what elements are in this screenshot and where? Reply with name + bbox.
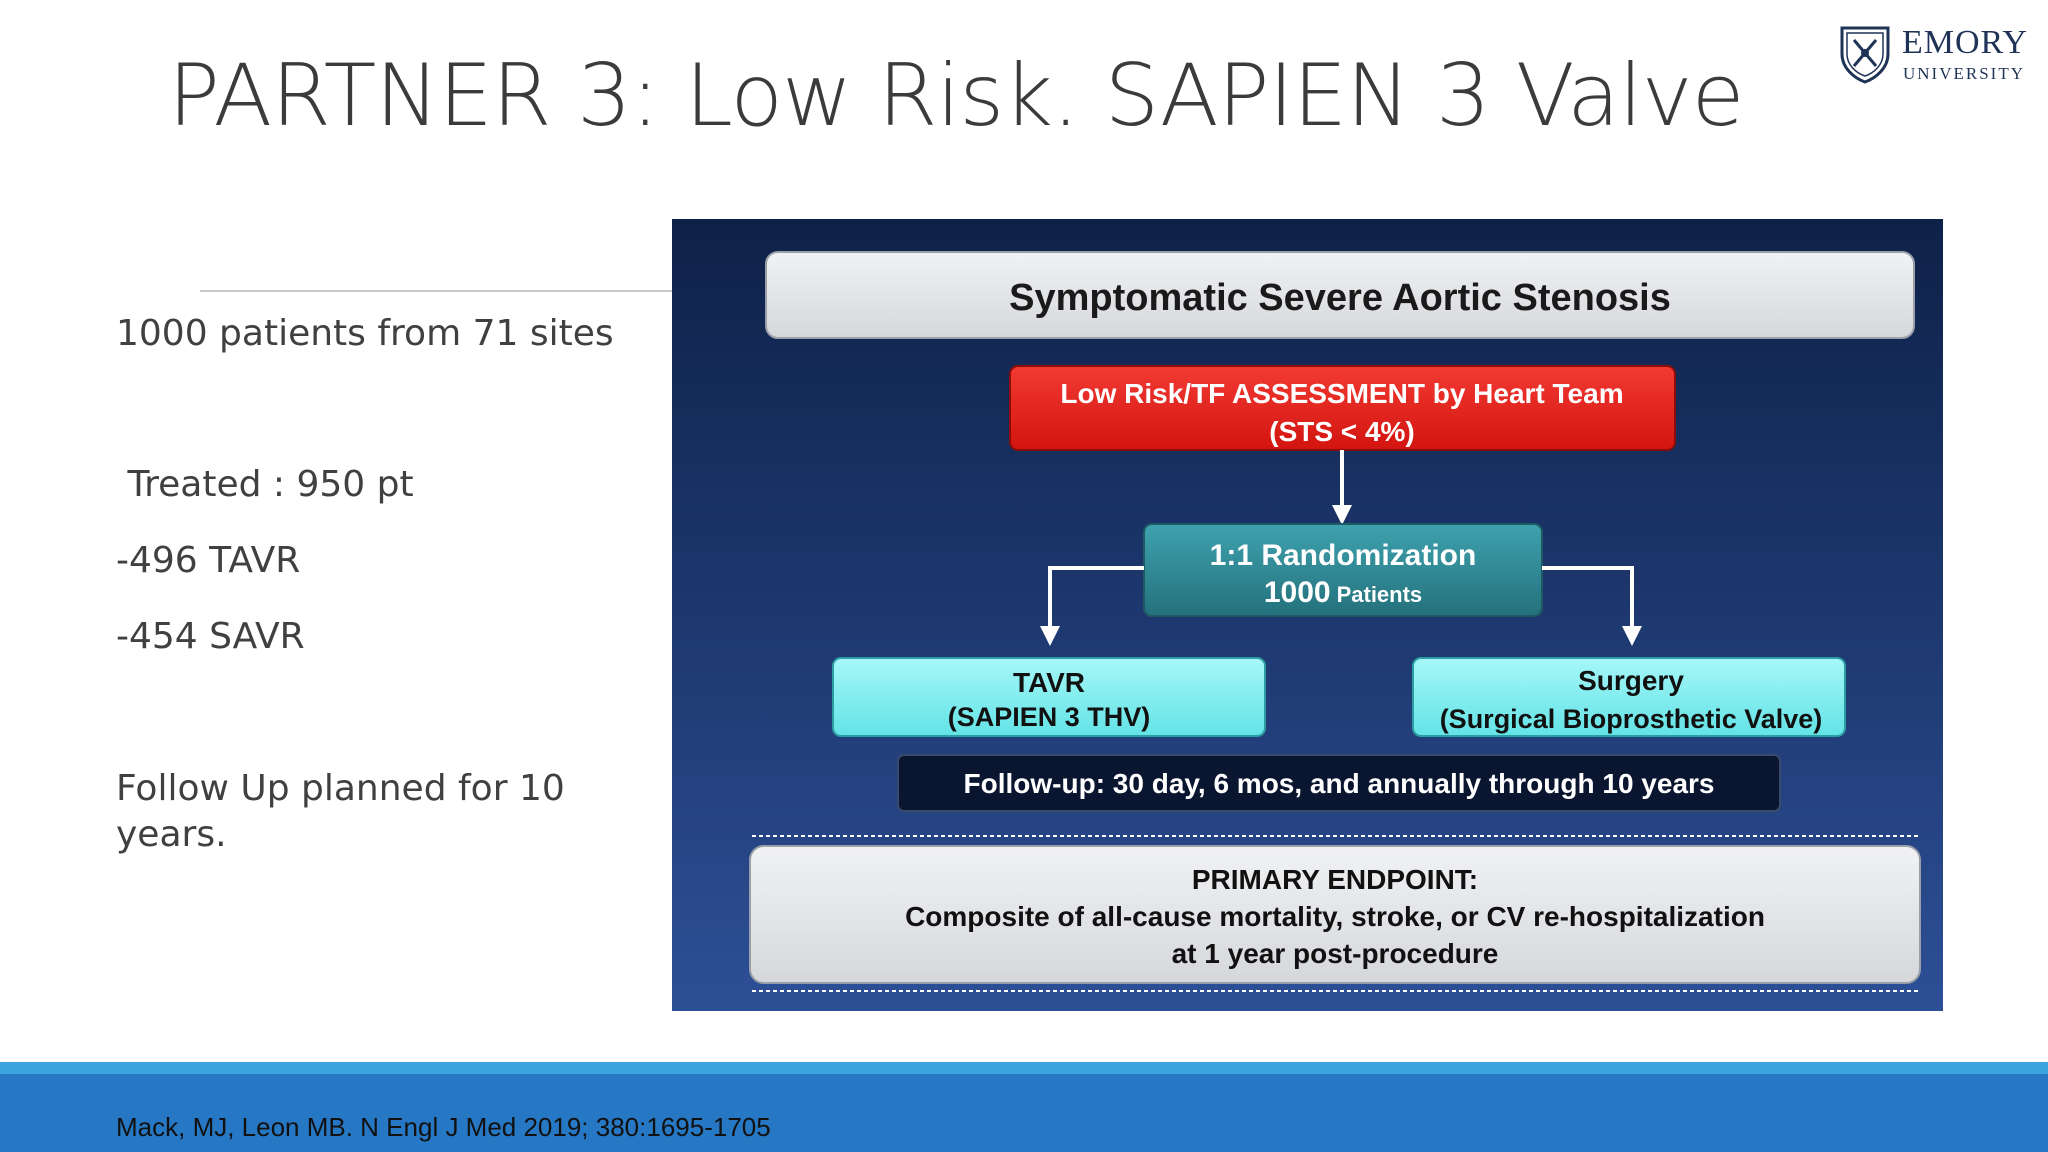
shield-crest-icon bbox=[1838, 24, 1892, 84]
emory-logo bbox=[1838, 24, 2038, 88]
footer-stripe bbox=[0, 1062, 2048, 1074]
randomization-count-label: Patients bbox=[1336, 582, 1423, 607]
endpoint-line1: PRIMARY ENDPOINT: bbox=[1191, 864, 1479, 895]
surgery-arm-line2: (Surgical Bioprosthetic Valve) bbox=[1439, 704, 1823, 734]
endpoint-line3: at 1 year post-procedure bbox=[1171, 938, 1499, 969]
header-text: Symptomatic Severe Aortic Stenosis bbox=[1009, 277, 1671, 319]
slide-title: PARTNER 3: Low Risk. SAPIEN 3 Valve bbox=[168, 46, 1744, 146]
bullet-item: Follow Up planned for 10 years. bbox=[116, 768, 565, 855]
trial-design-figure bbox=[672, 219, 1943, 1011]
randomization-count: 1000 bbox=[1263, 576, 1331, 609]
logo-name: EMORY bbox=[1902, 24, 2028, 61]
tavr-arm-line2: (SAPIEN 3 THV) bbox=[947, 702, 1151, 732]
bullet-item: -496 TAVR bbox=[116, 540, 301, 581]
logo-subtitle: UNIVERSITY bbox=[1903, 64, 2025, 83]
bullet-item: Treated : 950 pt bbox=[116, 464, 414, 505]
surgery-arm-line1: Surgery bbox=[1578, 665, 1684, 696]
randomization-line1: 1:1 Randomization bbox=[1209, 539, 1477, 572]
followup-text: Follow-up: 30 day, 6 mos, and annually through 10 years bbox=[963, 768, 1715, 799]
assessment-line1: Low Risk/TF ASSESSMENT by Heart Team bbox=[1060, 378, 1624, 409]
bullet-item: 1000 patients from 71 sites bbox=[116, 313, 614, 354]
tavr-arm-line1: TAVR bbox=[1012, 667, 1086, 698]
endpoint-line2: Composite of all-cause mortality, stroke, or CV re-hospitalization bbox=[905, 901, 1765, 932]
citation: Mack, MJ, Leon MB. N Engl J Med 2019; 380:1695-1705 bbox=[116, 1112, 771, 1142]
title-divider bbox=[200, 290, 675, 292]
bullet-item: -454 SAVR bbox=[116, 616, 305, 657]
trial-design-diagram bbox=[672, 219, 1943, 1011]
assessment-line2: (STS < 4%) bbox=[1269, 416, 1415, 447]
